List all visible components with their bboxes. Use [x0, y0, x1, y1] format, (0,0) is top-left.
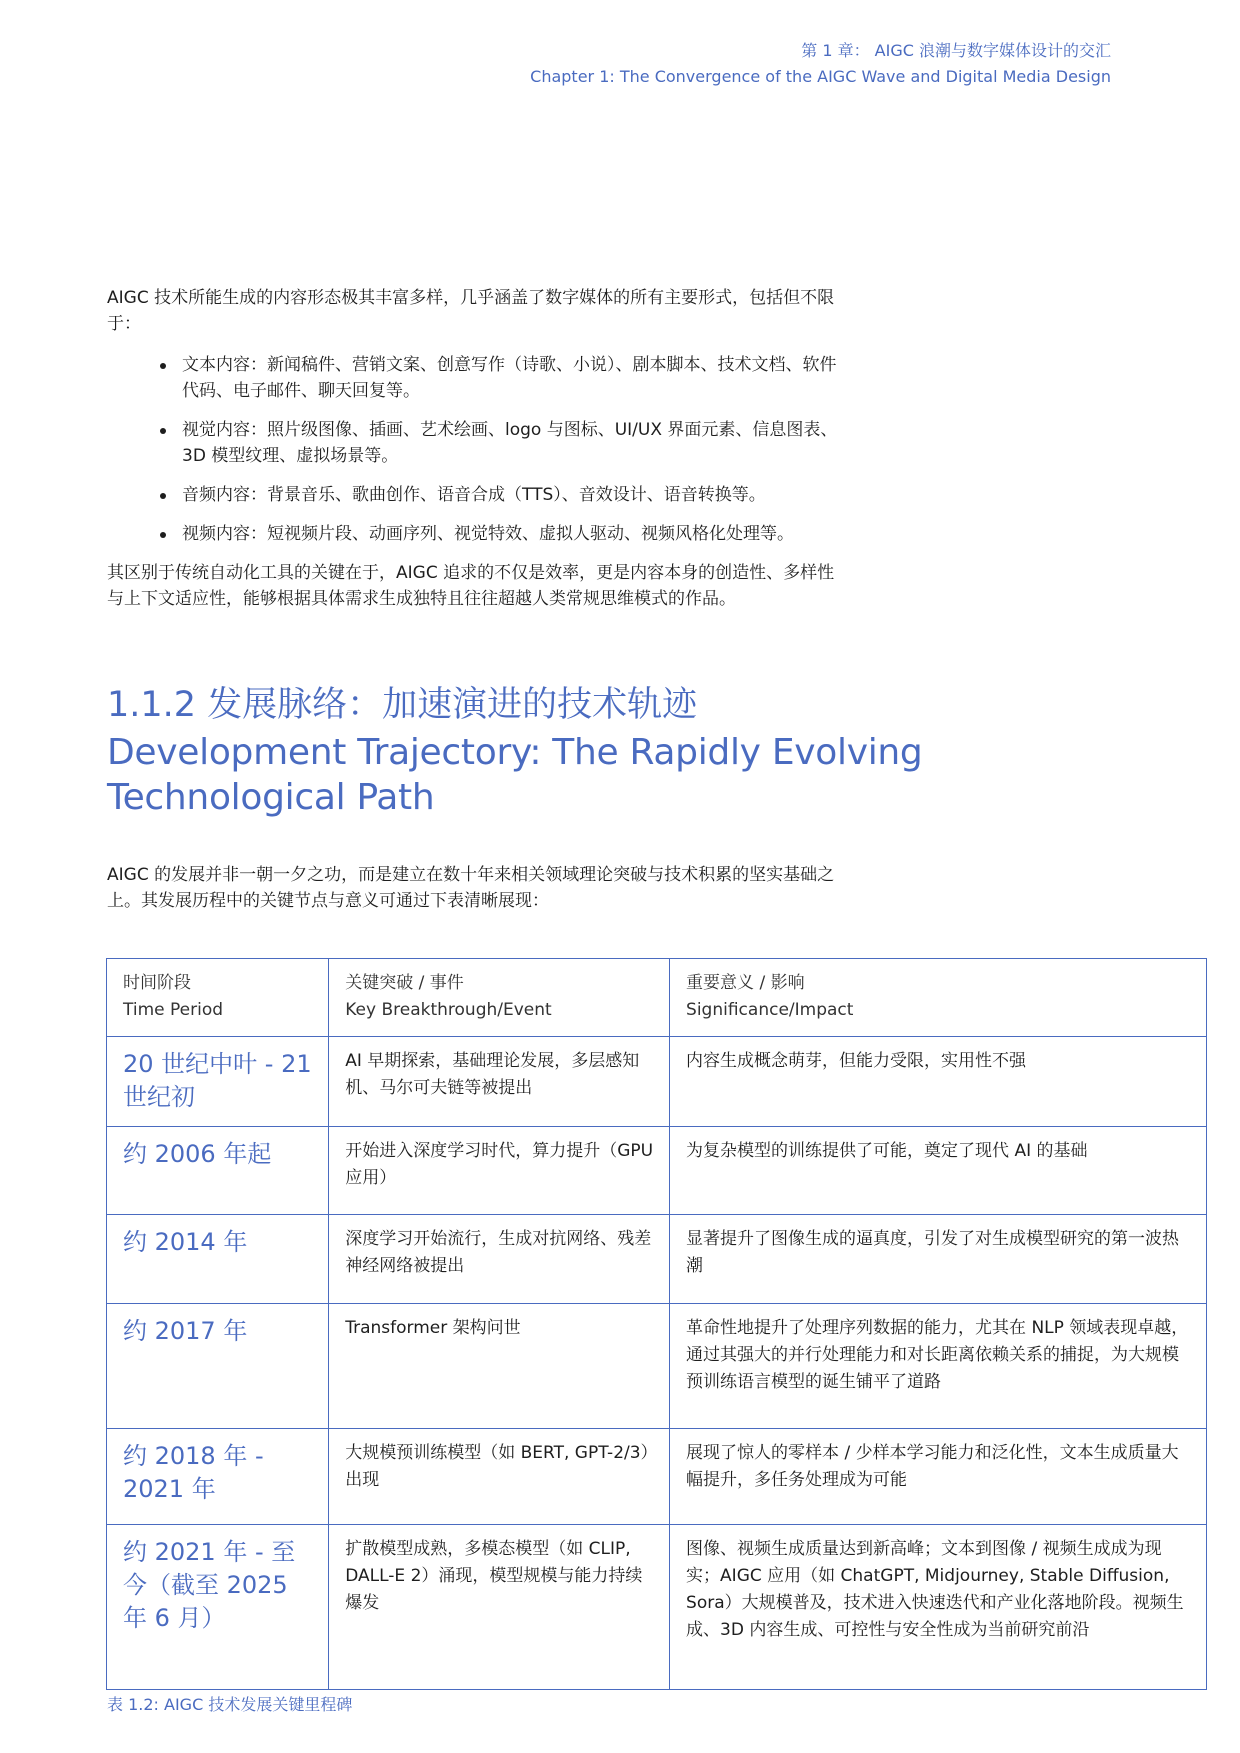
table-row [107, 1127, 1207, 1215]
impact-cell: 显著提升了图像生成的逼真度，引发了对生成模型研究的第一波热潮 [670, 1215, 1207, 1304]
table-caption: 表 1.2: AIGC 技术发展关键里程碑 [107, 1695, 353, 1714]
event-cell: AI 早期探索，基础理论发展，多层感知机、马尔可夫链等被提出 [329, 1037, 670, 1127]
chapter-title-zh: 第 1 章： AIGC 浪潮与数字媒体设计的交汇 [801, 41, 1111, 60]
event-cell: 扩散模型成熟，多模态模型（如 CLIP, DALL-E 2）涌现，模型规模与能力持续爆发 [329, 1525, 670, 1690]
period-cell: 约 2021 年 - 至今（截至 2025 年 6 月） [107, 1525, 329, 1690]
table-row [107, 1037, 1207, 1127]
list-item: 音频内容：背景音乐、歌曲创作、语音合成（TTS）、音效设计、语音转换等。 [107, 482, 847, 508]
period-cell: 约 2017 年 [107, 1304, 329, 1429]
impact-cell: 内容生成概念萌芽，但能力受限，实用性不强 [670, 1037, 1207, 1127]
content-types-list [107, 352, 847, 560]
milestones-table [106, 958, 1207, 1690]
table-row [107, 1429, 1207, 1525]
table-header-row [107, 959, 1207, 1037]
bullet-icon [160, 428, 166, 434]
list-item: 文本内容：新闻稿件、营销文案、创意写作（诗歌、小说）、剧本脚本、技术文档、软件代码、电子邮件、聊天回复等。 [107, 352, 847, 404]
impact-cell: 展现了惊人的零样本 / 少样本学习能力和泛化性，文本生成质量大幅提升，多任务处理成为可能 [670, 1429, 1207, 1525]
section-heading-zh: 1.1.2 发展脉络：加速演进的技术轨迹 [107, 685, 698, 725]
header-impact: 重要意义 / 影响 Significance/Impact [670, 959, 1207, 1037]
impact-cell: 革命性地提升了处理序列数据的能力，尤其在 NLP 领域表现卓越，通过其强大的并行处理能力和对长距离依赖关系的捕捉，为大规模预训练语言模型的诞生铺平了道路 [670, 1304, 1207, 1429]
running-header [530, 38, 1111, 90]
event-cell: Transformer 架构问世 [329, 1304, 670, 1429]
period-cell: 约 2018 年 - 2021 年 [107, 1429, 329, 1525]
section-paragraph: AIGC 的发展并非一朝一夕之功，而是建立在数十年来相关领域理论突破与技术积累的坚实基础之上。其发展历程中的关键节点与意义可通过下表清晰展现： [107, 865, 835, 911]
section-heading-en: Development Trajectory: The Rapidly Evolving Technological Path [107, 732, 923, 818]
section-heading [107, 680, 1007, 820]
header-time-period: 时间阶段 Time Period [107, 959, 329, 1037]
period-cell: 约 2006 年起 [107, 1127, 329, 1215]
list-item: 视觉内容：照片级图像、插画、艺术绘画、logo 与图标、UI/UX 界面元素、信息图表、3D 模型纹理、虚拟场景等。 [107, 417, 847, 469]
chapter-title-en: Chapter 1: The Convergence of the AIGC Wave and Digital Media Design [530, 67, 1111, 86]
period-cell: 20 世纪中叶 - 21 世纪初 [107, 1037, 329, 1127]
impact-cell: 图像、视频生成质量达到新高峰；文本到图像 / 视频生成成为现实；AIGC 应用（如 ChatGPT, Midjourney, Stable Diffusion, Sora）大规模普及，技术进入快速迭代和产业化落地阶段。视频生成、3D 内容生成、可控性与安全性成为当前研究前沿 [670, 1525, 1207, 1690]
bullet-icon [160, 493, 166, 499]
table-row [107, 1215, 1207, 1304]
intro-paragraph: AIGC 技术所能生成的内容形态极其丰富多样，几乎涵盖了数字媒体的所有主要形式，包括但不限于： [107, 288, 835, 334]
event-cell: 开始进入深度学习时代，算力提升（GPU 应用） [329, 1127, 670, 1215]
event-cell: 大规模预训练模型（如 BERT, GPT-2/3）出现 [329, 1429, 670, 1525]
bullet-icon [160, 532, 166, 538]
period-cell: 约 2014 年 [107, 1215, 329, 1304]
header-key-event: 关键突破 / 事件 Key Breakthrough/Event [329, 959, 670, 1037]
closing-paragraph: 其区别于传统自动化工具的关键在于，AIGC 追求的不仅是效率，更是内容本身的创造性、多样性与上下文适应性，能够根据具体需求生成独特且往往超越人类常规思维模式的作品。 [107, 563, 835, 609]
list-item: 视频内容：短视频片段、动画序列、视觉特效、虚拟人驱动、视频风格化处理等。 [107, 521, 847, 547]
table-row [107, 1304, 1207, 1429]
impact-cell: 为复杂模型的训练提供了可能，奠定了现代 AI 的基础 [670, 1127, 1207, 1215]
event-cell: 深度学习开始流行，生成对抗网络、残差神经网络被提出 [329, 1215, 670, 1304]
table-row [107, 1525, 1207, 1690]
bullet-icon [160, 363, 166, 369]
